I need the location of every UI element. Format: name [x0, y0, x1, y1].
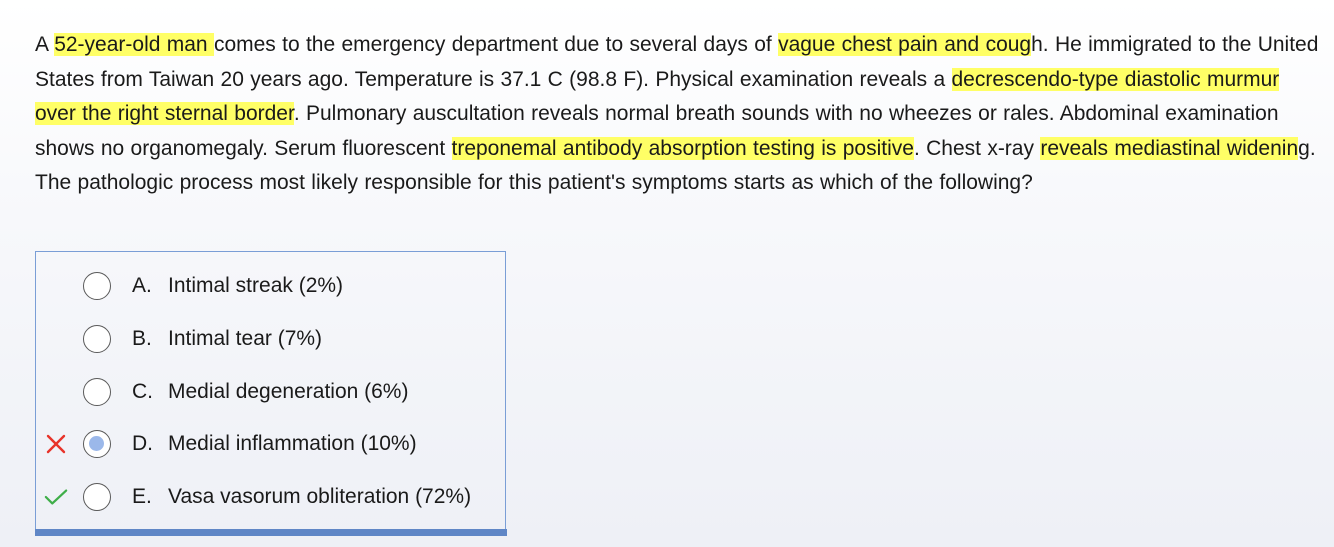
highlighted-text: reveals mediastinal widenin: [1040, 136, 1299, 160]
answer-choice-label: D. Medial inflammation (10%): [132, 432, 417, 455]
answer-choice-label: E. Vasa vasorum obliteration (72%): [132, 485, 472, 508]
answer-choice-c[interactable]: [36, 372, 507, 412]
x-mark-icon: [44, 432, 68, 456]
question-text: . Pulmonary auscultation reveals normal breath sounds with no wheezes or rales. Abdominal examination shows no organomegaly. Serum fluorescent: [35, 102, 1279, 160]
question-text: g. The pathologic process most likely responsible for this patient's symptoms starts as which of the following?: [35, 136, 1316, 195]
answer-choice-d[interactable]: [36, 424, 507, 464]
answer-choice-label: C. Medial degeneration (6%): [132, 380, 409, 403]
question-stem: [35, 28, 1325, 201]
question-text: comes to the emergency department due to several days of: [213, 33, 779, 56]
highlighted-text: 52-year-old man: [54, 33, 214, 56]
question-text: A: [35, 33, 55, 56]
radio-button-c[interactable]: [83, 378, 111, 406]
answer-choice-e[interactable]: [36, 477, 507, 517]
radio-button-b[interactable]: [83, 325, 111, 353]
question-text: h. He immigrated to the United States from Taiwan 20 years ago. Temperature is 37.1 C (98.8 F). Physical examination reveals a: [35, 33, 1319, 91]
answer-choice-b[interactable]: [36, 319, 507, 359]
answer-choice-label: A. Intimal streak (2%): [132, 274, 344, 297]
highlighted-text: decrescendo-type diastolic murmur over the right sternal border: [35, 67, 1280, 126]
radio-button-e[interactable]: [83, 483, 111, 511]
answer-choice-label: B. Intimal tear (7%): [132, 327, 323, 350]
answer-choices-box: [35, 251, 506, 535]
highlighted-text: treponemal antibody absorption testing is positive: [451, 136, 914, 160]
highlighted-text: vague chest pain and coug: [778, 33, 1032, 56]
answer-box-bottom-bar: [35, 529, 507, 536]
answer-choice-a[interactable]: [36, 266, 507, 306]
radio-button-a[interactable]: [83, 272, 111, 300]
radio-button-d[interactable]: [83, 430, 111, 458]
question-text: . Chest x-ray: [913, 136, 1041, 160]
check-mark-icon: [44, 485, 68, 509]
